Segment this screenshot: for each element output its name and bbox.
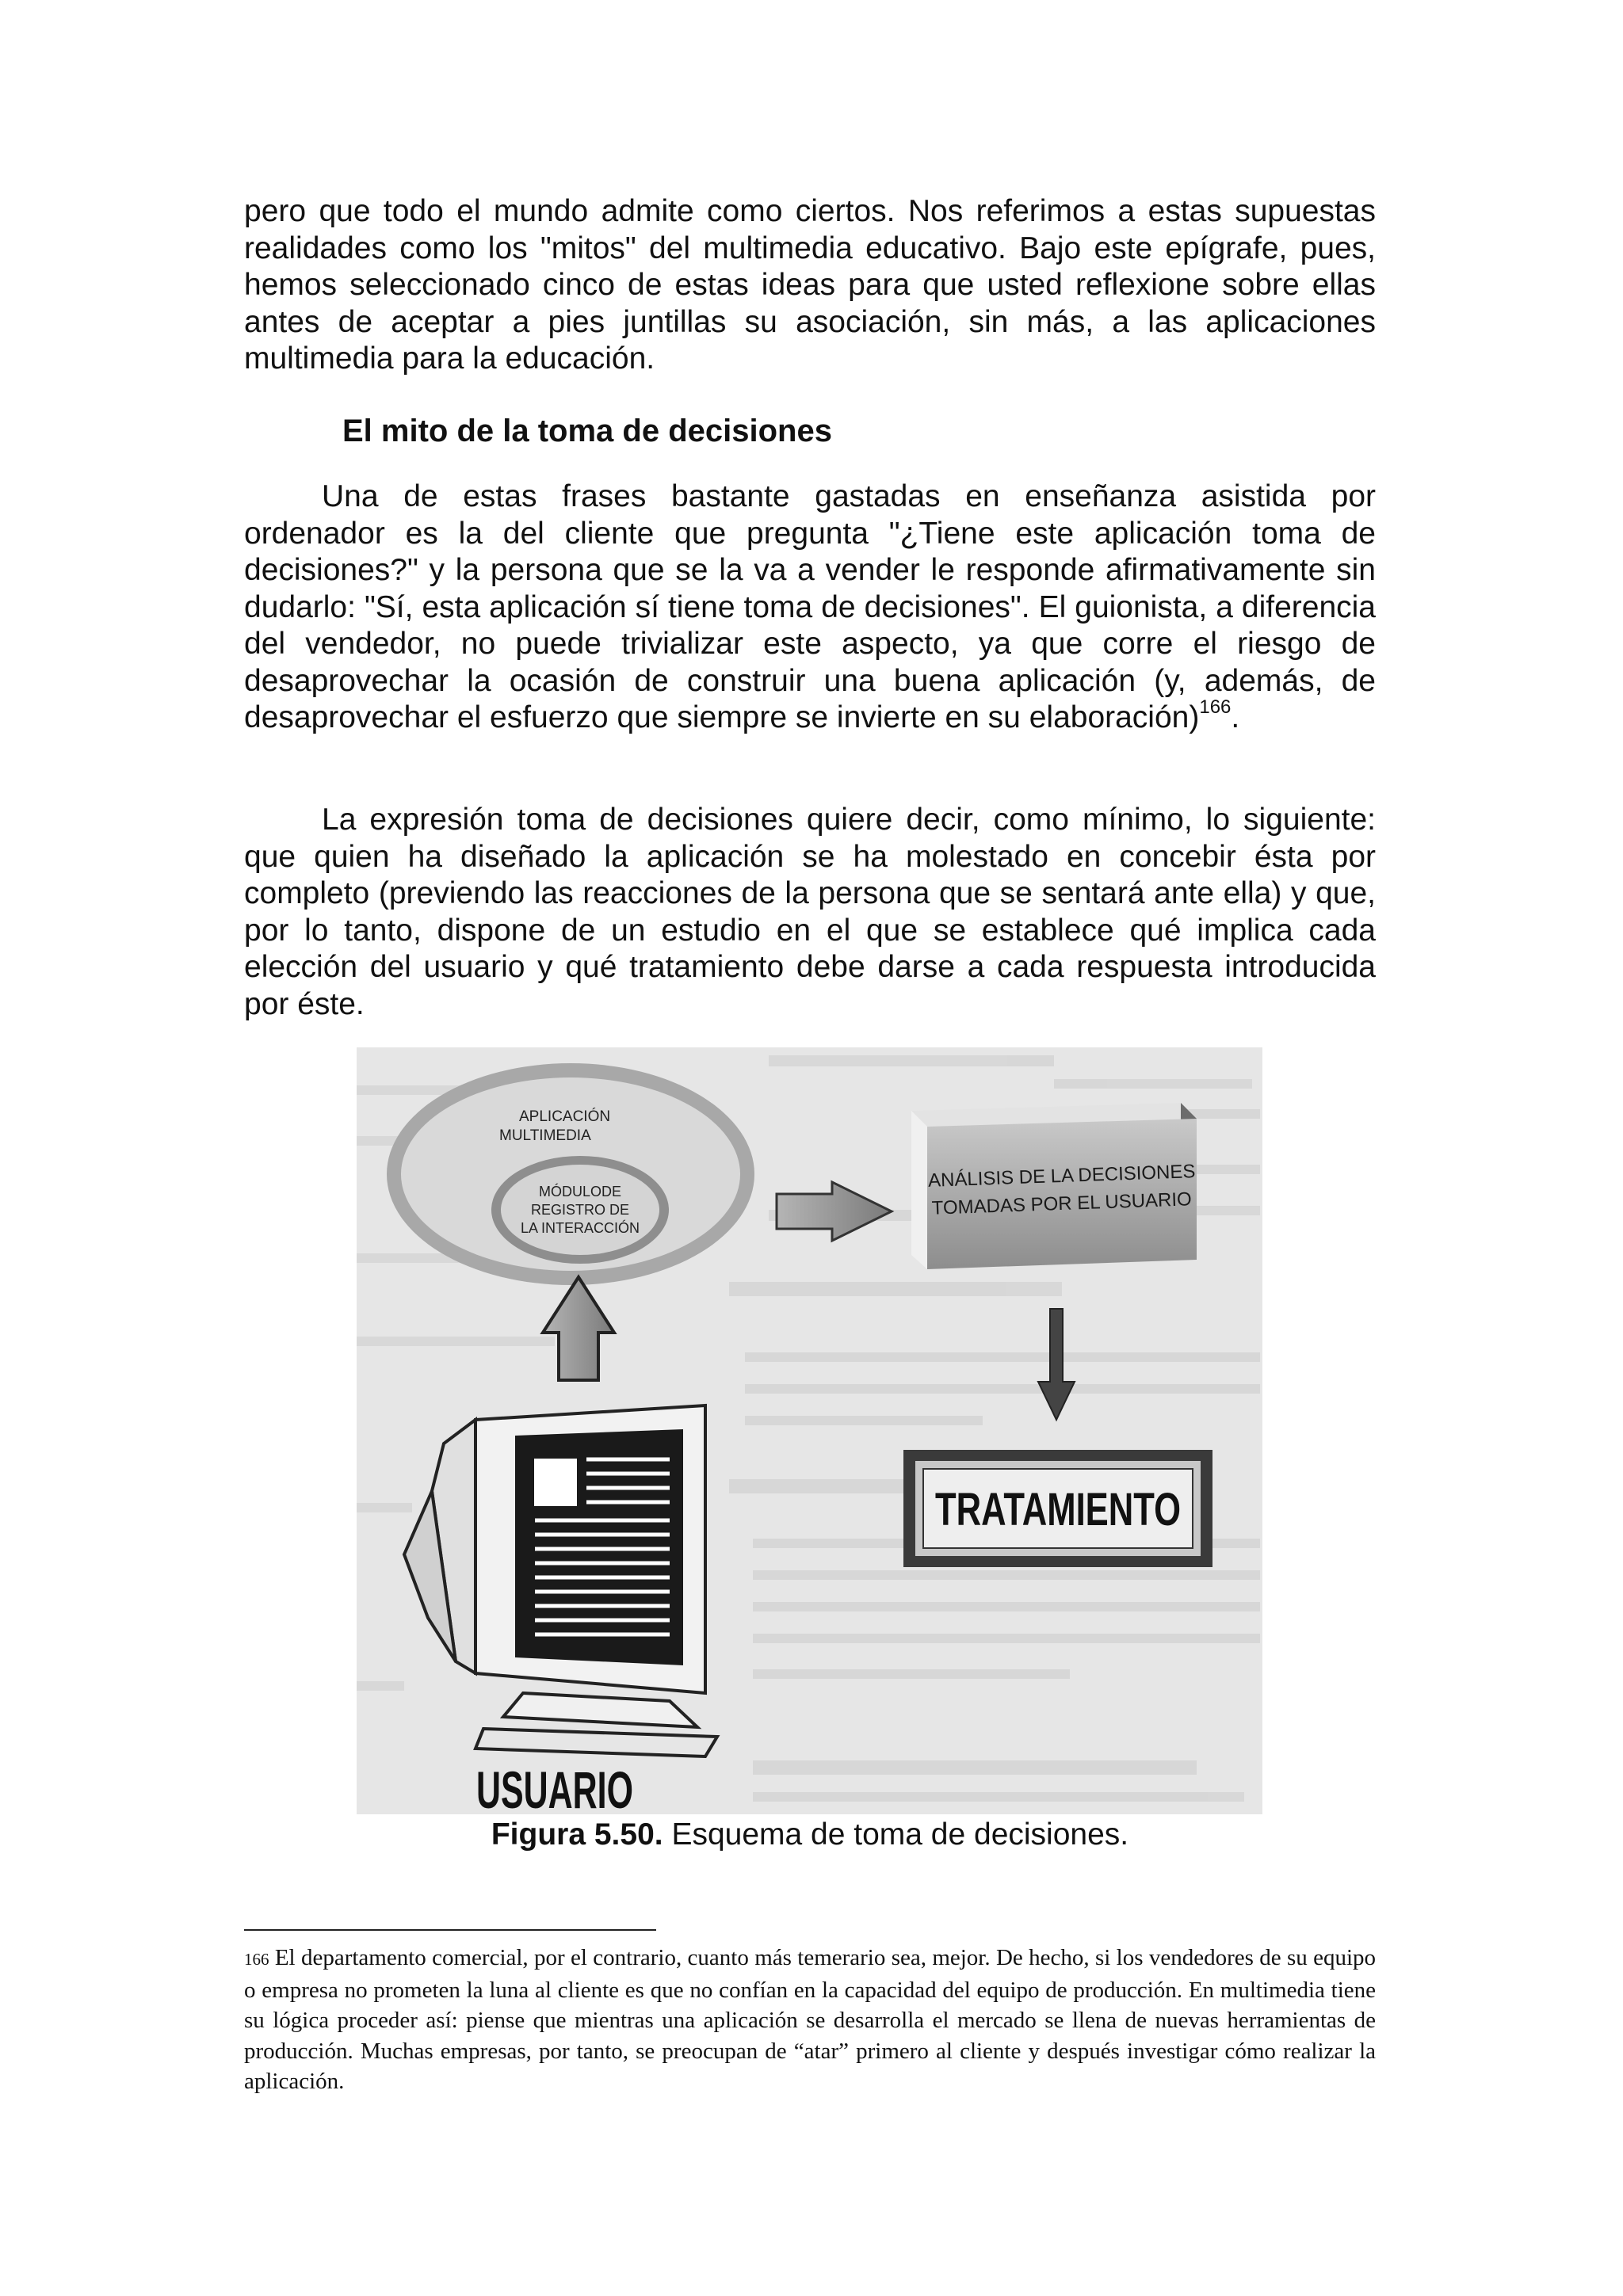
- footnote-number: 166: [244, 1950, 269, 1969]
- outer-ellipse-label-2: MULTIMEDIA: [499, 1127, 591, 1144]
- decision-analysis-box: [911, 1103, 1197, 1269]
- treatment-box: [903, 1450, 1212, 1567]
- footnote-divider: [244, 1929, 656, 1931]
- paragraph-2-text: Una de estas frases bastante gastadas en enseñanza asistida por ordenador es la del cliente que pregunta "¿Tiene este aplicación toma de decisiones?" y la persona que se la va a vender le responde afirmativamente sin dudarlo: "Sí, esta aplicación sí tiene toma de decisiones". El guionista, a diferencia del vendedor, no puede trivializar este aspecto, ya que corre el riesgo de desaprovechar la ocasión de construir una buena aplicación (y, además, de desaprovechar el esfuerzo que siempre se invierte en su elaboración): [244, 479, 1376, 734]
- computer-monitor-icon: [404, 1405, 717, 1756]
- arrow-right-icon: [777, 1182, 892, 1241]
- figure-caption: [244, 1816, 1376, 1854]
- arrow-up-icon: [543, 1277, 614, 1380]
- decision-diagram-figure: [357, 1047, 1262, 1814]
- interaction-log-module-ellipse: [491, 1156, 669, 1264]
- section-heading: El mito de la toma de decisiones: [342, 414, 832, 448]
- caption-text: Esquema de toma de decisiones.: [663, 1817, 1129, 1852]
- paragraph-3-text: La expresión toma de decisiones quiere decir, como mínimo, lo siguiente: que quien ha diseñado la aplicación se ha molestado en concebir ésta por completo (previendo las reacciones de la persona que se sentará ante ella) y que, por lo tanto, dispone de un estudio en el que se establece qué implica cada elección del usuario y qué tratamiento debe darse a cada respuesta introducida por éste.: [244, 803, 1376, 1021]
- body-paragraph-1: [244, 193, 1376, 378]
- paragraph-2-end: .: [1231, 700, 1240, 734]
- analysis-box-line-1: ANÁLISIS DE LA DECISIONES: [927, 1161, 1196, 1192]
- analysis-box-line-2: TOMADAS POR EL USUARIO: [931, 1188, 1193, 1219]
- footnote: [244, 1943, 1376, 2097]
- inner-ellipse-label-3: LA INTERACCIÓN: [520, 1220, 640, 1236]
- body-paragraph-3: [244, 802, 1376, 1023]
- outer-ellipse-label-1: APLICACIÓN: [519, 1108, 611, 1125]
- footnote-text: El departamento comercial, por el contrario, cuanto más temerario sea, mejor. De hecho, si los vendedores de su equipo o empresa no prometen la luna al cliente es que no confían en la capacidad del equipo de producción. En multimedia tiene su lógica proceder así: piense que mientras una aplicación se desarrolla el mercado se llena de nuevas herramientas de producción. Muchas empresas, por tanto, se preocupan de “atar” primero al cliente y después investigar cómo realizar la aplicación.: [244, 1945, 1376, 2094]
- arrow-down-icon: [1038, 1309, 1075, 1420]
- body-paragraph-2: [244, 479, 1376, 737]
- paragraph-1-text: pero que todo el mundo admite como ciertos. Nos referimos a estas supuestas realidades como los "mitos" del multimedia educativo. Bajo este epígrafe, pues, hemos seleccionado cinco de estas ideas para que usted reflexione sobre ellas antes de aceptar a pies juntillas su asociación, sin más, a las aplicaciones multimedia para la educación.: [244, 194, 1376, 376]
- paragraph-2: [244, 479, 1376, 737]
- inner-ellipse-label-1: MÓDULODE: [538, 1184, 622, 1199]
- footnote-reference[interactable]: 166: [1199, 696, 1232, 718]
- inner-ellipse-label-2: REGISTRO DE: [530, 1202, 630, 1218]
- decision-diagram: [357, 1047, 1262, 1814]
- treatment-box-label: TRATAMIENTO: [935, 1484, 1181, 1535]
- user-label: USUARIO: [476, 1760, 633, 1814]
- caption-label: Figura 5.50.: [491, 1817, 663, 1852]
